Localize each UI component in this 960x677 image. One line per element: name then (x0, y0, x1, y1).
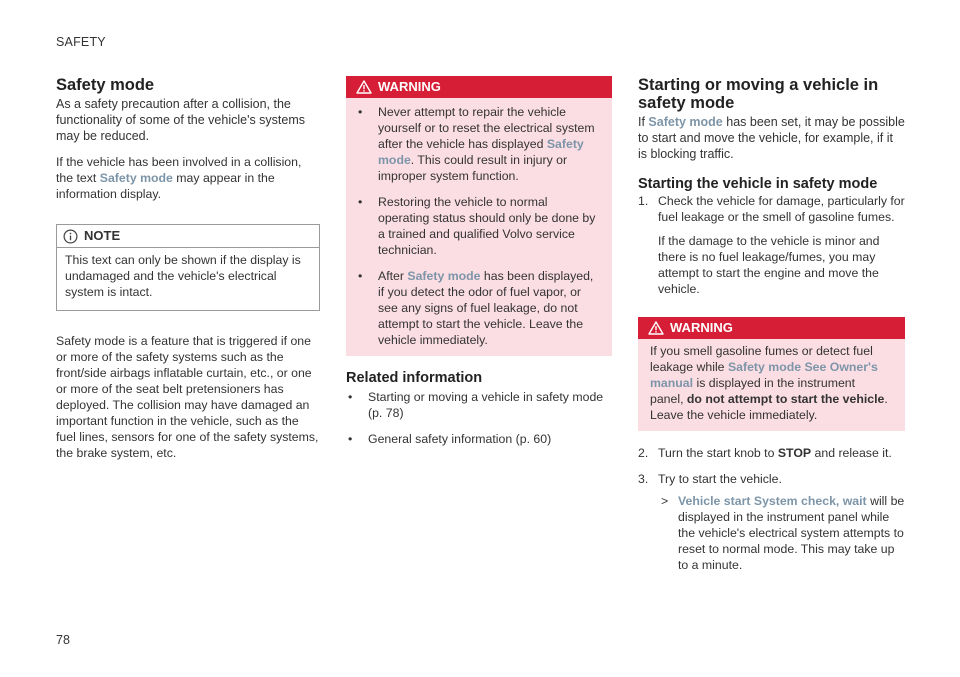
intro-text: If Safety mode has been set, it may be possible to start and move the vehicle, for example, if it is blocking traffic. (638, 115, 905, 161)
warning-text: If you smell gasoline fumes or detect fuel leakage while Safety mode See Owner's manual is displayed in the instrument panel, do not attempt to start the vehicle. Leave the vehicle immediately. (650, 344, 888, 422)
warning-list (356, 104, 602, 348)
related-info-title: Related information (346, 370, 483, 386)
section-header: SAFETY (56, 35, 106, 49)
intro-text: As a safety precaution after a collision, the functionality of some of the vehicle's systems may be reduced. (56, 97, 306, 143)
related-link[interactable]: • Starting or moving a vehicle in safety mode (p. 78) (348, 390, 604, 420)
steps-list (638, 445, 905, 573)
safety-mode-term: Safety mode See Owner's manual (650, 360, 878, 390)
list-item: • After Safety mode has been displayed, if you detect the odor of fuel vapor, or see any signs of fuel leakage, do not attempt to start the vehicle. Leave the vehicle immediately. (358, 269, 594, 347)
warning-body (346, 98, 612, 356)
list-item: • Never attempt to repair the vehicle yourself or to reset the electrical system after the vehicle has displayed Safety mode. This could result in injury or improper system function. (358, 105, 595, 183)
step-item: 1. Check the vehicle for damage, particularly for fuel leakage or the smell of gasoline fumes. If the damage to the vehicle is minor and there is no fuel leakage/fumes, you may attempt to start the engine and move the vehicle. (638, 194, 905, 296)
middle-column (346, 76, 612, 447)
warning-triangle-icon (356, 80, 372, 94)
note-text: This text can only be shown if the display is undamaged and the vehicle's electrical system is intact. (65, 253, 301, 299)
warning-header (638, 317, 905, 339)
warning-header (346, 76, 612, 98)
page-number: 78 (56, 633, 70, 647)
related-link[interactable]: • General safety information (p. 60) (348, 432, 552, 446)
safety-mode-term: Safety mode (648, 115, 723, 129)
warning-box (638, 317, 905, 431)
related-list (346, 389, 612, 447)
note-header (57, 225, 319, 248)
right-column (638, 76, 905, 573)
list-item: • Restoring the vehicle to normal operating status should only be done by a trained and qualified Volvo service technician. (358, 195, 596, 257)
step-result: > Vehicle start System check, wait will be displayed in the instrument panel while the vehicle's electrical system attempts to reset to normal mode. This may take up to a minute. (661, 494, 905, 572)
steps-list (638, 193, 905, 297)
warning-triangle-icon (648, 321, 664, 335)
page-title: Safety mode (56, 76, 155, 94)
note-label: NOTE (84, 228, 121, 243)
note-box (56, 224, 320, 311)
step-item: 3. Try to start the vehicle. > Vehicle start System check, wait will be displayed in the instrument panel while the vehicle's electrical system attempts to reset to normal mode. This may take up to a minute. (638, 472, 905, 572)
safety-mode-term: Safety mode (378, 137, 584, 167)
safety-mode-term: Safety mode (407, 269, 481, 283)
step-item: 2. Turn the start knob to STOP and release it. (638, 446, 892, 460)
step-note: If the damage to the vehicle is minor and there is no fuel leakage/fumes, you may attempt to start the engine and move the vehicle. (658, 234, 880, 296)
result-arrow: > (661, 494, 669, 508)
info-icon (63, 229, 78, 244)
body-paragraph: If the vehicle has been involved in a collision, the text Safety mode may appear in the information display. (56, 155, 302, 201)
warning-label: WARNING (378, 79, 441, 94)
section-title: Starting or moving a vehicle in safety mode (638, 76, 879, 112)
subsection-title: Starting the vehicle in safety mode (638, 176, 878, 192)
warning-label: WARNING (670, 320, 733, 335)
left-column (56, 76, 320, 461)
body-paragraph: Safety mode is a feature that is triggered if one or more of the safety systems such as the front/side airbags inflatable curtain, etc., or one or more of the seat belt pretensioners has deployed. The collision may have damaged an important function in the vehicle, such as the fuel lines, sensors for one of the safety systems, the brake system, etc. (56, 334, 319, 460)
safety-mode-term: Safety mode (99, 171, 173, 185)
warning-box (346, 76, 612, 356)
